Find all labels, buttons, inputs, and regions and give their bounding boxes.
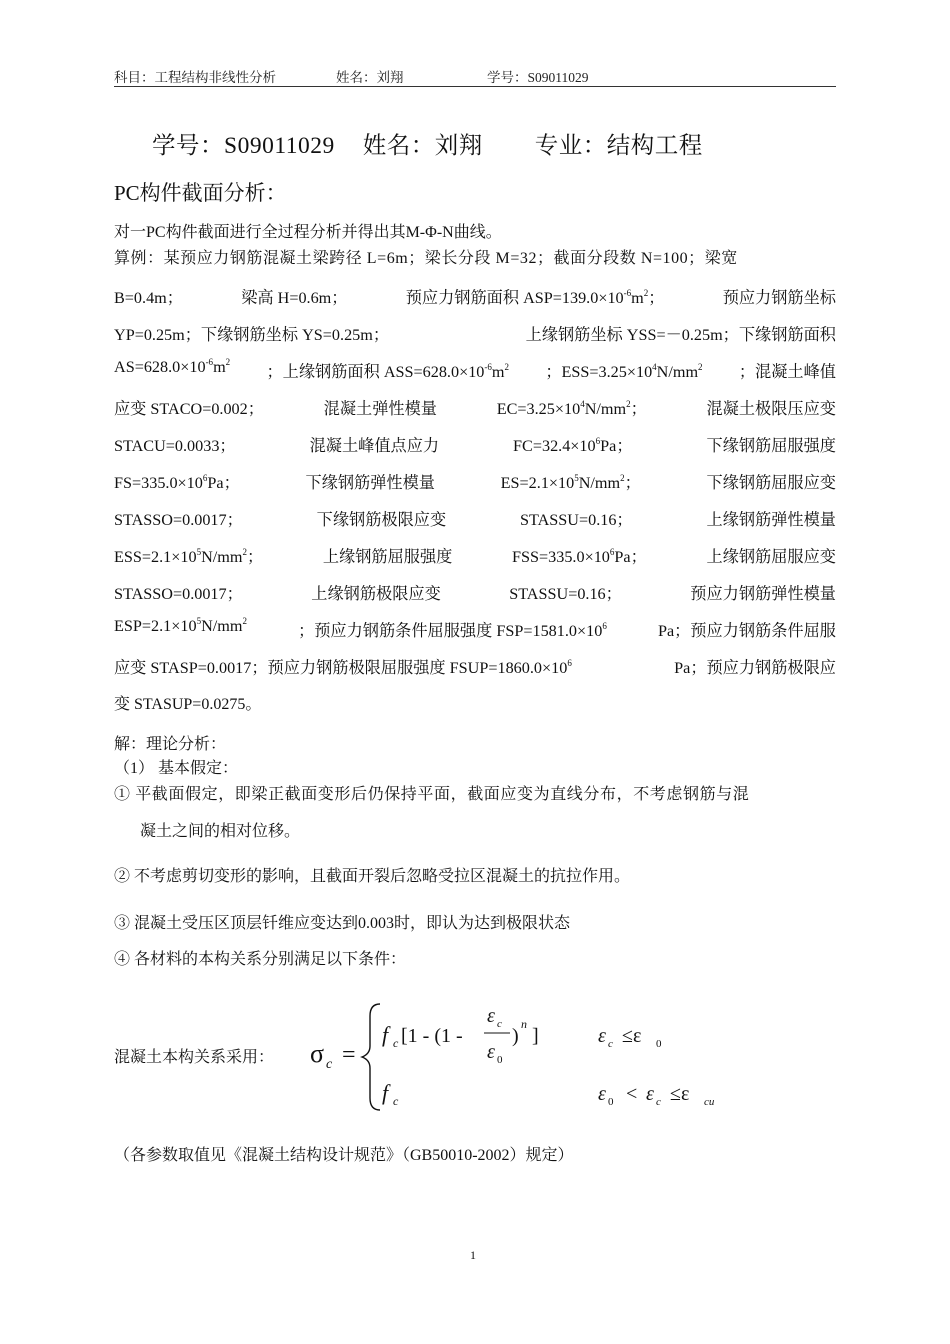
exponent: 2 bbox=[643, 288, 649, 298]
example-text: ESP=2.1×10 bbox=[114, 617, 197, 635]
example-token bbox=[739, 358, 836, 382]
exponent: -6 bbox=[484, 362, 492, 372]
example-token bbox=[406, 284, 665, 308]
example-token bbox=[114, 580, 243, 604]
example-text: ； bbox=[630, 400, 647, 418]
exponent: 6 bbox=[202, 473, 208, 483]
assumption-3: ③ 混凝土受压区顶层钎维应变达到0.003时，即认为达到极限状态 bbox=[114, 915, 571, 932]
assumption-1-line-1: ① 平截面假定，即梁正截面变形后仍保持平面，截面应变为直线分布，不考虑钢筋与混 bbox=[114, 786, 750, 803]
row2-cond-lt: < bbox=[626, 1083, 638, 1105]
row2-cond-epsc-sub: c bbox=[656, 1096, 661, 1108]
row1-denominator-sub: 0 bbox=[497, 1054, 503, 1066]
formula-brace bbox=[362, 1004, 380, 1110]
example-text: STACU=0.0033； bbox=[114, 437, 236, 455]
example-token bbox=[298, 617, 607, 641]
example-text: 混凝土弹性模量 bbox=[323, 400, 437, 418]
example-text: N/mm bbox=[201, 548, 243, 566]
example-token bbox=[520, 506, 633, 530]
example-text: STASSO=0.0017； bbox=[114, 511, 243, 529]
example-line-13 bbox=[114, 691, 261, 714]
exponent: 2 bbox=[620, 473, 625, 483]
row1-f: f bbox=[382, 1022, 389, 1047]
example-text: 上缘钢筋屈服应变 bbox=[706, 548, 836, 566]
exponent: 6 bbox=[567, 658, 572, 668]
example-text: m bbox=[631, 289, 644, 307]
title-student-id: 学号：S09011029 bbox=[152, 133, 335, 159]
constitutive-formula bbox=[114, 1000, 836, 1120]
example-text: YP=0.25m；下缘钢筋坐标 YS=0.25m； bbox=[114, 326, 390, 344]
example-line-8 bbox=[114, 506, 836, 530]
example-token bbox=[690, 580, 836, 604]
row1-numerator: ε bbox=[487, 1005, 495, 1027]
example-text: ESS=2.1×10 bbox=[114, 548, 197, 566]
example-text: 应变 STACO=0.002； bbox=[114, 400, 264, 418]
page-number: 1 bbox=[470, 1248, 476, 1262]
example-text: ； bbox=[246, 548, 264, 566]
example-token bbox=[324, 395, 437, 419]
exponent: -6 bbox=[205, 357, 214, 367]
example-text: 混凝土极限压应变 bbox=[706, 400, 836, 418]
example-text: 预应力钢筋面积 ASP=139.0×10 bbox=[405, 289, 624, 307]
example-line-12 bbox=[114, 654, 836, 678]
row2-f: f bbox=[382, 1080, 389, 1105]
example-text: 变 STASUP=0.0275。 bbox=[114, 696, 262, 713]
row2-cond-epsc: ε bbox=[646, 1083, 654, 1105]
example-line-11 bbox=[114, 617, 836, 641]
example-text: ；上缘钢筋面积 ASS=628.0×10 bbox=[266, 363, 485, 381]
assumption-2: ② 不考虑剪切变形的影响，且截面开裂后忽略受拉区混凝土的抗拉作用。 bbox=[114, 868, 631, 885]
header-name: 姓名：刘翔 bbox=[336, 70, 404, 85]
exponent: -6 bbox=[623, 288, 632, 298]
exponent: 2 bbox=[242, 616, 247, 626]
example-token bbox=[114, 432, 236, 456]
example-text: ； bbox=[648, 289, 665, 307]
example-text: 算例：某预应力钢筋混凝土梁跨径 L=6m；梁长分段 M=32；截面分段数 N=100；梁宽 bbox=[114, 250, 738, 267]
example-text: Pa； bbox=[614, 548, 647, 566]
assumption-1-line-2: 凝土之间的相对位移。 bbox=[140, 823, 301, 840]
example-text: 上缘钢筋弹性模量 bbox=[706, 511, 836, 529]
exponent: 5 bbox=[196, 616, 202, 626]
example-text: 下缘钢筋屈服强度 bbox=[706, 437, 836, 455]
example-token bbox=[305, 469, 435, 493]
row1-cond-op: ≤ε bbox=[622, 1025, 642, 1047]
row2-cond-cu-sub: cu bbox=[704, 1096, 715, 1108]
example-token bbox=[723, 284, 836, 308]
example-line-6 bbox=[114, 432, 836, 456]
example-token bbox=[114, 395, 264, 419]
row2-cond-eps0: ε bbox=[598, 1083, 606, 1105]
example-text: 应变 STASP=0.0017；预应力钢筋极限屈服强度 FSUP=1860.0×10 bbox=[114, 659, 568, 677]
title-major: 专业：结构工程 bbox=[534, 133, 703, 159]
row1-numerator-sub: c bbox=[497, 1018, 502, 1030]
example-token bbox=[674, 654, 836, 678]
exponent: 2 bbox=[698, 362, 703, 372]
exponent: 4 bbox=[652, 362, 657, 372]
example-token bbox=[114, 654, 572, 678]
title-line bbox=[152, 126, 731, 160]
formula-sigma-sub: c bbox=[326, 1057, 333, 1072]
example-token bbox=[311, 580, 441, 604]
example-token bbox=[114, 358, 230, 382]
example-text: 预应力钢筋弹性模量 bbox=[690, 585, 836, 603]
example-text: FS=335.0×10 bbox=[114, 474, 203, 492]
example-text: 预应力钢筋坐标 bbox=[722, 289, 836, 307]
example-text: ES=2.1×10 bbox=[500, 474, 575, 492]
intro-text: 对一PC构件截面进行全过程分析并得出其M-Φ-N曲线。 bbox=[114, 224, 502, 241]
example-text: 上缘钢筋屈服强度 bbox=[322, 548, 453, 566]
code-reference-note: （各参数取值见《混凝土结构设计规范》（GB50010-2002）规定） bbox=[114, 1147, 574, 1164]
example-token bbox=[114, 469, 240, 493]
example-token bbox=[323, 543, 453, 567]
example-token bbox=[706, 506, 836, 530]
row2-cond-le: ≤ε bbox=[670, 1083, 690, 1105]
example-text: STASSU=0.16； bbox=[520, 511, 633, 529]
row1-close: ] bbox=[532, 1025, 539, 1047]
row1-cond-eps: ε bbox=[598, 1025, 606, 1047]
solution-heading: 解：理论分析： bbox=[114, 736, 227, 753]
example-token bbox=[310, 432, 440, 456]
example-text: Pa； bbox=[207, 474, 240, 492]
header-student-id: 学号：S09011029 bbox=[487, 70, 589, 85]
example-token bbox=[706, 432, 836, 456]
exponent: 6 bbox=[602, 621, 607, 631]
example-text: N/mm bbox=[578, 474, 621, 492]
example-token bbox=[526, 321, 836, 345]
example-line-2 bbox=[114, 284, 836, 308]
example-text: Pa；预应力钢筋条件屈服 bbox=[657, 622, 836, 640]
exponent: 5 bbox=[574, 473, 579, 483]
example-text: 梁高 H=0.6m； bbox=[241, 289, 348, 307]
example-text: m bbox=[213, 358, 226, 376]
example-token bbox=[707, 469, 837, 493]
example-text: FC=32.4×10 bbox=[513, 437, 596, 455]
example-token bbox=[706, 543, 836, 567]
example-line-5 bbox=[114, 395, 836, 419]
formula-label: 混凝土本构关系采用： bbox=[114, 1049, 275, 1066]
header-rule bbox=[114, 86, 836, 87]
example-text: m bbox=[491, 363, 505, 381]
exponent: 2 bbox=[504, 362, 509, 372]
example-token bbox=[114, 321, 389, 345]
exponent: 4 bbox=[580, 399, 585, 409]
example-text: 上缘钢筋坐标 YSS=－0.25m；下缘钢筋面积 bbox=[525, 326, 836, 344]
example-text: ；ESS=3.25×10 bbox=[545, 363, 653, 381]
example-line-9 bbox=[114, 543, 836, 567]
example-token bbox=[114, 543, 263, 567]
example-token bbox=[114, 284, 183, 308]
row1-paren: ) bbox=[512, 1025, 519, 1047]
example-text: B=0.4m； bbox=[114, 289, 183, 307]
row1-bracket: [1 - (1 - bbox=[401, 1025, 463, 1047]
example-token bbox=[114, 696, 261, 713]
example-text: FSS=335.0×10 bbox=[512, 548, 610, 566]
example-line-10 bbox=[114, 580, 836, 604]
example-text: ；混凝土峰值 bbox=[738, 363, 836, 381]
exponent: 6 bbox=[609, 547, 615, 557]
example-text: STASSU=0.16； bbox=[509, 585, 622, 603]
example-line-7 bbox=[114, 469, 836, 493]
example-text: AS=628.0×10 bbox=[114, 358, 206, 376]
example-line-4 bbox=[114, 358, 836, 382]
row1-power: n bbox=[521, 1017, 527, 1031]
example-text: N/mm bbox=[201, 617, 243, 635]
example-text: STASSO=0.0017； bbox=[114, 585, 243, 603]
example-token bbox=[501, 469, 641, 493]
example-text: 混凝土峰值点应力 bbox=[309, 437, 440, 455]
row1-cond-sub2: 0 bbox=[656, 1038, 662, 1050]
row1-cond-sub: c bbox=[608, 1038, 613, 1050]
example-token bbox=[706, 395, 836, 419]
example-text: ； bbox=[624, 474, 641, 492]
row1-denominator: ε bbox=[487, 1041, 495, 1063]
example-text: N/mm bbox=[656, 363, 699, 381]
example-text: 下缘钢筋弹性模量 bbox=[305, 474, 435, 492]
example-token bbox=[497, 395, 647, 419]
example-token bbox=[241, 284, 347, 308]
row2-f-sub: c bbox=[393, 1094, 399, 1108]
example-text: 下缘钢筋极限应变 bbox=[316, 511, 447, 529]
example-token bbox=[114, 617, 247, 641]
example-token bbox=[545, 358, 702, 382]
exponent: 2 bbox=[225, 357, 231, 367]
example-text: Pa； bbox=[600, 437, 633, 455]
title-name: 姓名：刘翔 bbox=[362, 133, 483, 159]
example-text: 上缘钢筋极限应变 bbox=[311, 585, 441, 603]
example-token bbox=[513, 432, 632, 456]
example-token bbox=[266, 358, 509, 382]
example-token bbox=[114, 250, 738, 267]
formula-sigma: σ bbox=[310, 1039, 325, 1068]
example-line-3 bbox=[114, 321, 836, 345]
assumption-4: ④ 各材料的本构关系分别满足以下条件： bbox=[114, 951, 407, 968]
exponent: 5 bbox=[196, 547, 202, 557]
exponent: 6 bbox=[595, 436, 601, 446]
section-title: PC构件截面分析： bbox=[114, 181, 287, 205]
exponent: 2 bbox=[242, 547, 247, 557]
example-token bbox=[317, 506, 447, 530]
example-text: EC=3.25×10 bbox=[496, 400, 581, 418]
example-text: ；预应力钢筋条件屈服强度 FSP=1581.0×10 bbox=[298, 622, 603, 640]
assumption-heading: （1） 基本假定： bbox=[114, 760, 239, 777]
example-token bbox=[512, 543, 647, 567]
example-line-1 bbox=[114, 245, 836, 268]
header-subject: 科目：工程结构非线性分析 bbox=[114, 70, 276, 85]
example-text: N/mm bbox=[584, 400, 627, 418]
example-token bbox=[658, 617, 836, 641]
example-text: 下缘钢筋屈服应变 bbox=[706, 474, 836, 492]
row2-cond-eps0-sub: 0 bbox=[608, 1096, 614, 1108]
formula-equals: = bbox=[342, 1042, 356, 1068]
example-token bbox=[509, 580, 622, 604]
formula-svg bbox=[114, 1000, 836, 1120]
example-token bbox=[114, 506, 243, 530]
exponent: 2 bbox=[626, 399, 631, 409]
example-text: Pa；预应力钢筋极限应 bbox=[674, 659, 836, 677]
row1-f-sub: c bbox=[393, 1036, 399, 1050]
